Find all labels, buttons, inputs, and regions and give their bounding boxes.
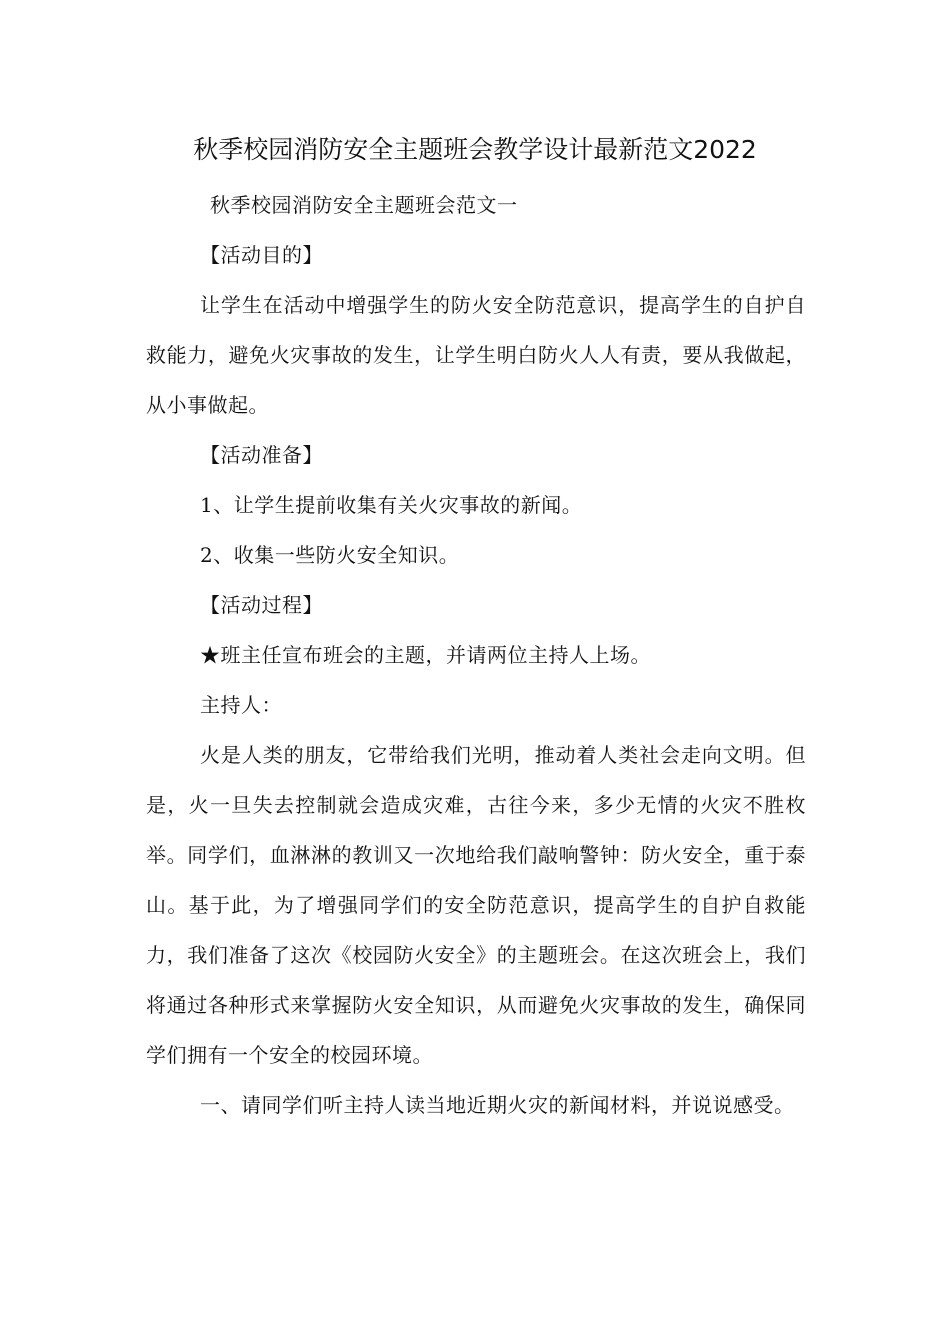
section-subtitle: 秋季校园消防安全主题班会范文一 — [210, 193, 518, 217]
paragraph-preparation-1: 1、让学生提前收集有关火灾事故的新闻。 — [200, 493, 583, 517]
document-body — [146, 180, 806, 1130]
heading-activity-process: 【活动过程】 — [200, 593, 323, 617]
paragraph-host-speech: 火是人类的朋友，它带给我们光明，推动着人类社会走向文明。但是，火一旦失去控制就会造成灾难，古往今来，多少无情的火灾不胜枚举。同学们，血淋淋的教训又一次地给我们敲响警钟：防火安全，重于泰山。基于此，为了增强同学们的安全防范意识，提高学生的自护自救能力，我们准备了这次《校园防火安全》的主题班会。在这次班会上，我们将通过各种形式来掌握防火安全知识，从而避免火灾事故的发生，确保同学们拥有一个安全的校园环境。 — [146, 743, 806, 1067]
heading-activity-preparation: 【活动准备】 — [200, 443, 323, 467]
paragraph-process-announce: ★班主任宣布班会的主题，并请两位主持人上场。 — [200, 643, 651, 667]
paragraph-host-label: 主持人： — [200, 693, 282, 717]
paragraph-step-one: 一、请同学们听主持人读当地近期火灾的新闻材料，并说说感受。 — [200, 1093, 795, 1117]
paragraph-preparation-2: 2、收集一些防火安全知识。 — [200, 543, 460, 567]
heading-activity-purpose: 【活动目的】 — [200, 243, 323, 267]
paragraph-purpose: 让学生在活动中增强学生的防火安全防范意识，提高学生的自护自救能力，避免火灾事故的发生，让学生明白防火人人有责，要从我做起，从小事做起。 — [146, 293, 806, 417]
document-title: 秋季校园消防安全主题班会教学设计最新范文2022 — [193, 135, 757, 164]
